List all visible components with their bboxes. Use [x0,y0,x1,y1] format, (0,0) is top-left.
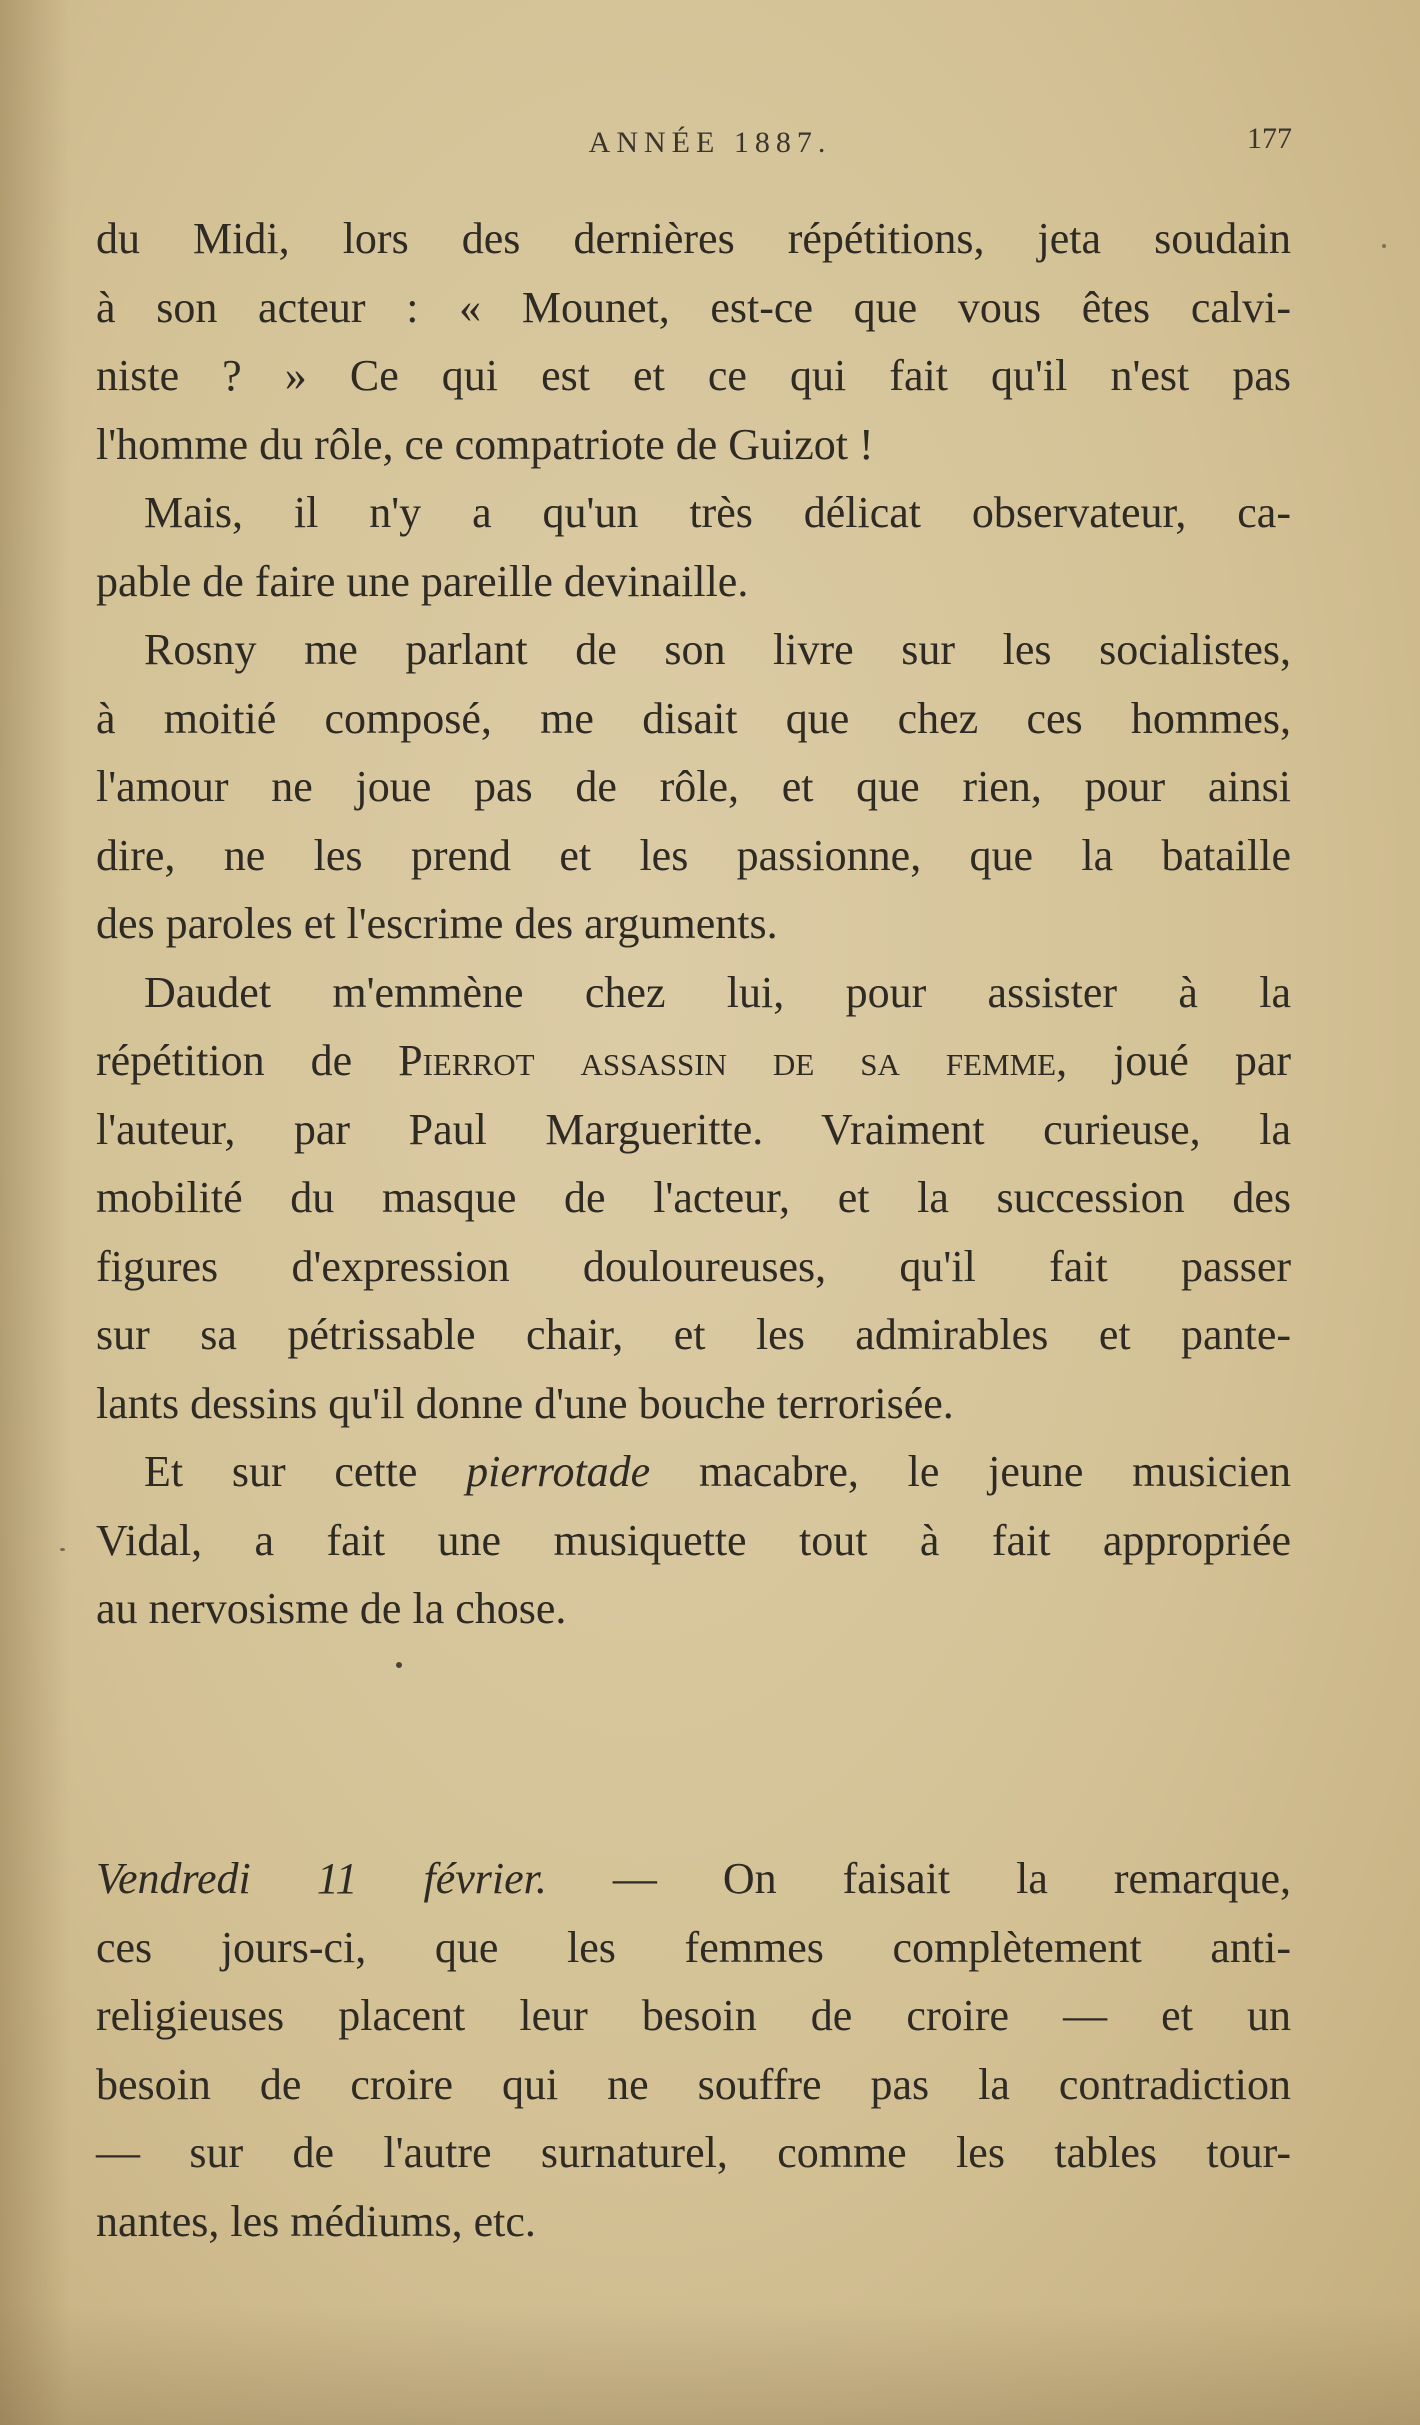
text-line: Daudet m'emmène chez lui, pour assister à la [144,967,1291,1017]
text-line: à son acteur : « Mounet, est-ce que vous êtes calvi- [96,282,1291,332]
text-line: mobilité du masque de l'acteur, et la succession des [96,1173,1291,1222]
page-number: 177 [1247,122,1292,155]
text-line: besoin de croire qui ne souffre pas la contradiction [96,2059,1291,2109]
text-line: nantes, les médiums, etc. [96,2196,536,2246]
text-line: l'homme du rôle, ce compatriote de Guizot ! [96,419,874,469]
text-line-with-italic [96,1438,1291,1507]
diary-entry [96,1845,1291,2256]
paragraph-1 [96,205,1291,479]
text-line: Mais, il n'y a qu'un très délicat observateur, ca- [144,488,1291,537]
text-line: l'auteur, par Paul Margueritte. Vraiment curieuse, la [96,1104,1291,1154]
paragraph-4 [96,959,1291,1439]
page-shadow-bottom [0,2305,1420,2425]
entry-first-line [96,1845,1291,1914]
text-line: religieuses placent leur besoin de croire — et un [96,1991,1291,2040]
text-line: pable de faire une pareille devinaille. [96,556,749,606]
text-run: répétition de [96,1036,399,1085]
paragraph-2 [96,479,1291,616]
italic-term: pierrotade [466,1447,651,1496]
running-title: ANNÉE 1887. [588,126,832,159]
text-line: des paroles et l'escrime des arguments. [96,899,778,948]
text-line: Vidal, a fait une musiquette tout à fait appropriée [96,1515,1291,1565]
ink-speck [396,1662,402,1668]
text-line: dire, ne les prend et les passionne, que la bataille [96,830,1291,880]
paragraph-5 [96,1438,1291,1644]
text-line: figures d'expression douloureuses, qu'il fait passer [96,1241,1291,1291]
text-line: au nervosisme de la chose. [96,1584,567,1633]
text-line-with-title [96,1027,1291,1096]
body-text [96,205,1291,1644]
paragraph-3 [96,616,1291,959]
ink-speck [60,1548,65,1551]
page-shadow-left [0,0,70,2425]
text-run: Et sur cette [144,1447,467,1496]
ink-speck [1382,244,1386,248]
text-line: à moitié composé, me disait que chez ces hommes, [96,693,1291,743]
text-line: — sur de l'autre surnaturel, comme les tables tour- [96,2128,1291,2177]
text-run: , joué par [1056,1036,1291,1085]
running-head [0,122,1420,162]
text-line: l'amour ne joue pas de rôle, et que rien, pour ainsi [96,762,1291,811]
text-run: — On faisait la remarque, [546,1854,1292,1903]
text-line: Rosny me parlant de son livre sur les socialistes, [144,625,1291,674]
text-run: macabre, le jeune musicien [650,1447,1291,1496]
text-line: sur sa pétrissable chair, et les admirables et pante- [96,1310,1291,1359]
text-line: du Midi, lors des dernières répétitions, jeta soudain [96,214,1291,263]
text-line: lants dessins qu'il donne d'une bouche terrorisée. [96,1378,954,1428]
entry-paragraph [96,1845,1291,2256]
entry-date: Vendredi 11 février. [96,1854,547,1903]
play-title: Pierrot assassin de sa femme [398,1036,1057,1085]
text-line: ces jours-ci, que les femmes complètement anti- [96,1922,1291,1972]
text-line: niste ? » Ce qui est et ce qui fait qu'il n'est pas [96,351,1291,400]
